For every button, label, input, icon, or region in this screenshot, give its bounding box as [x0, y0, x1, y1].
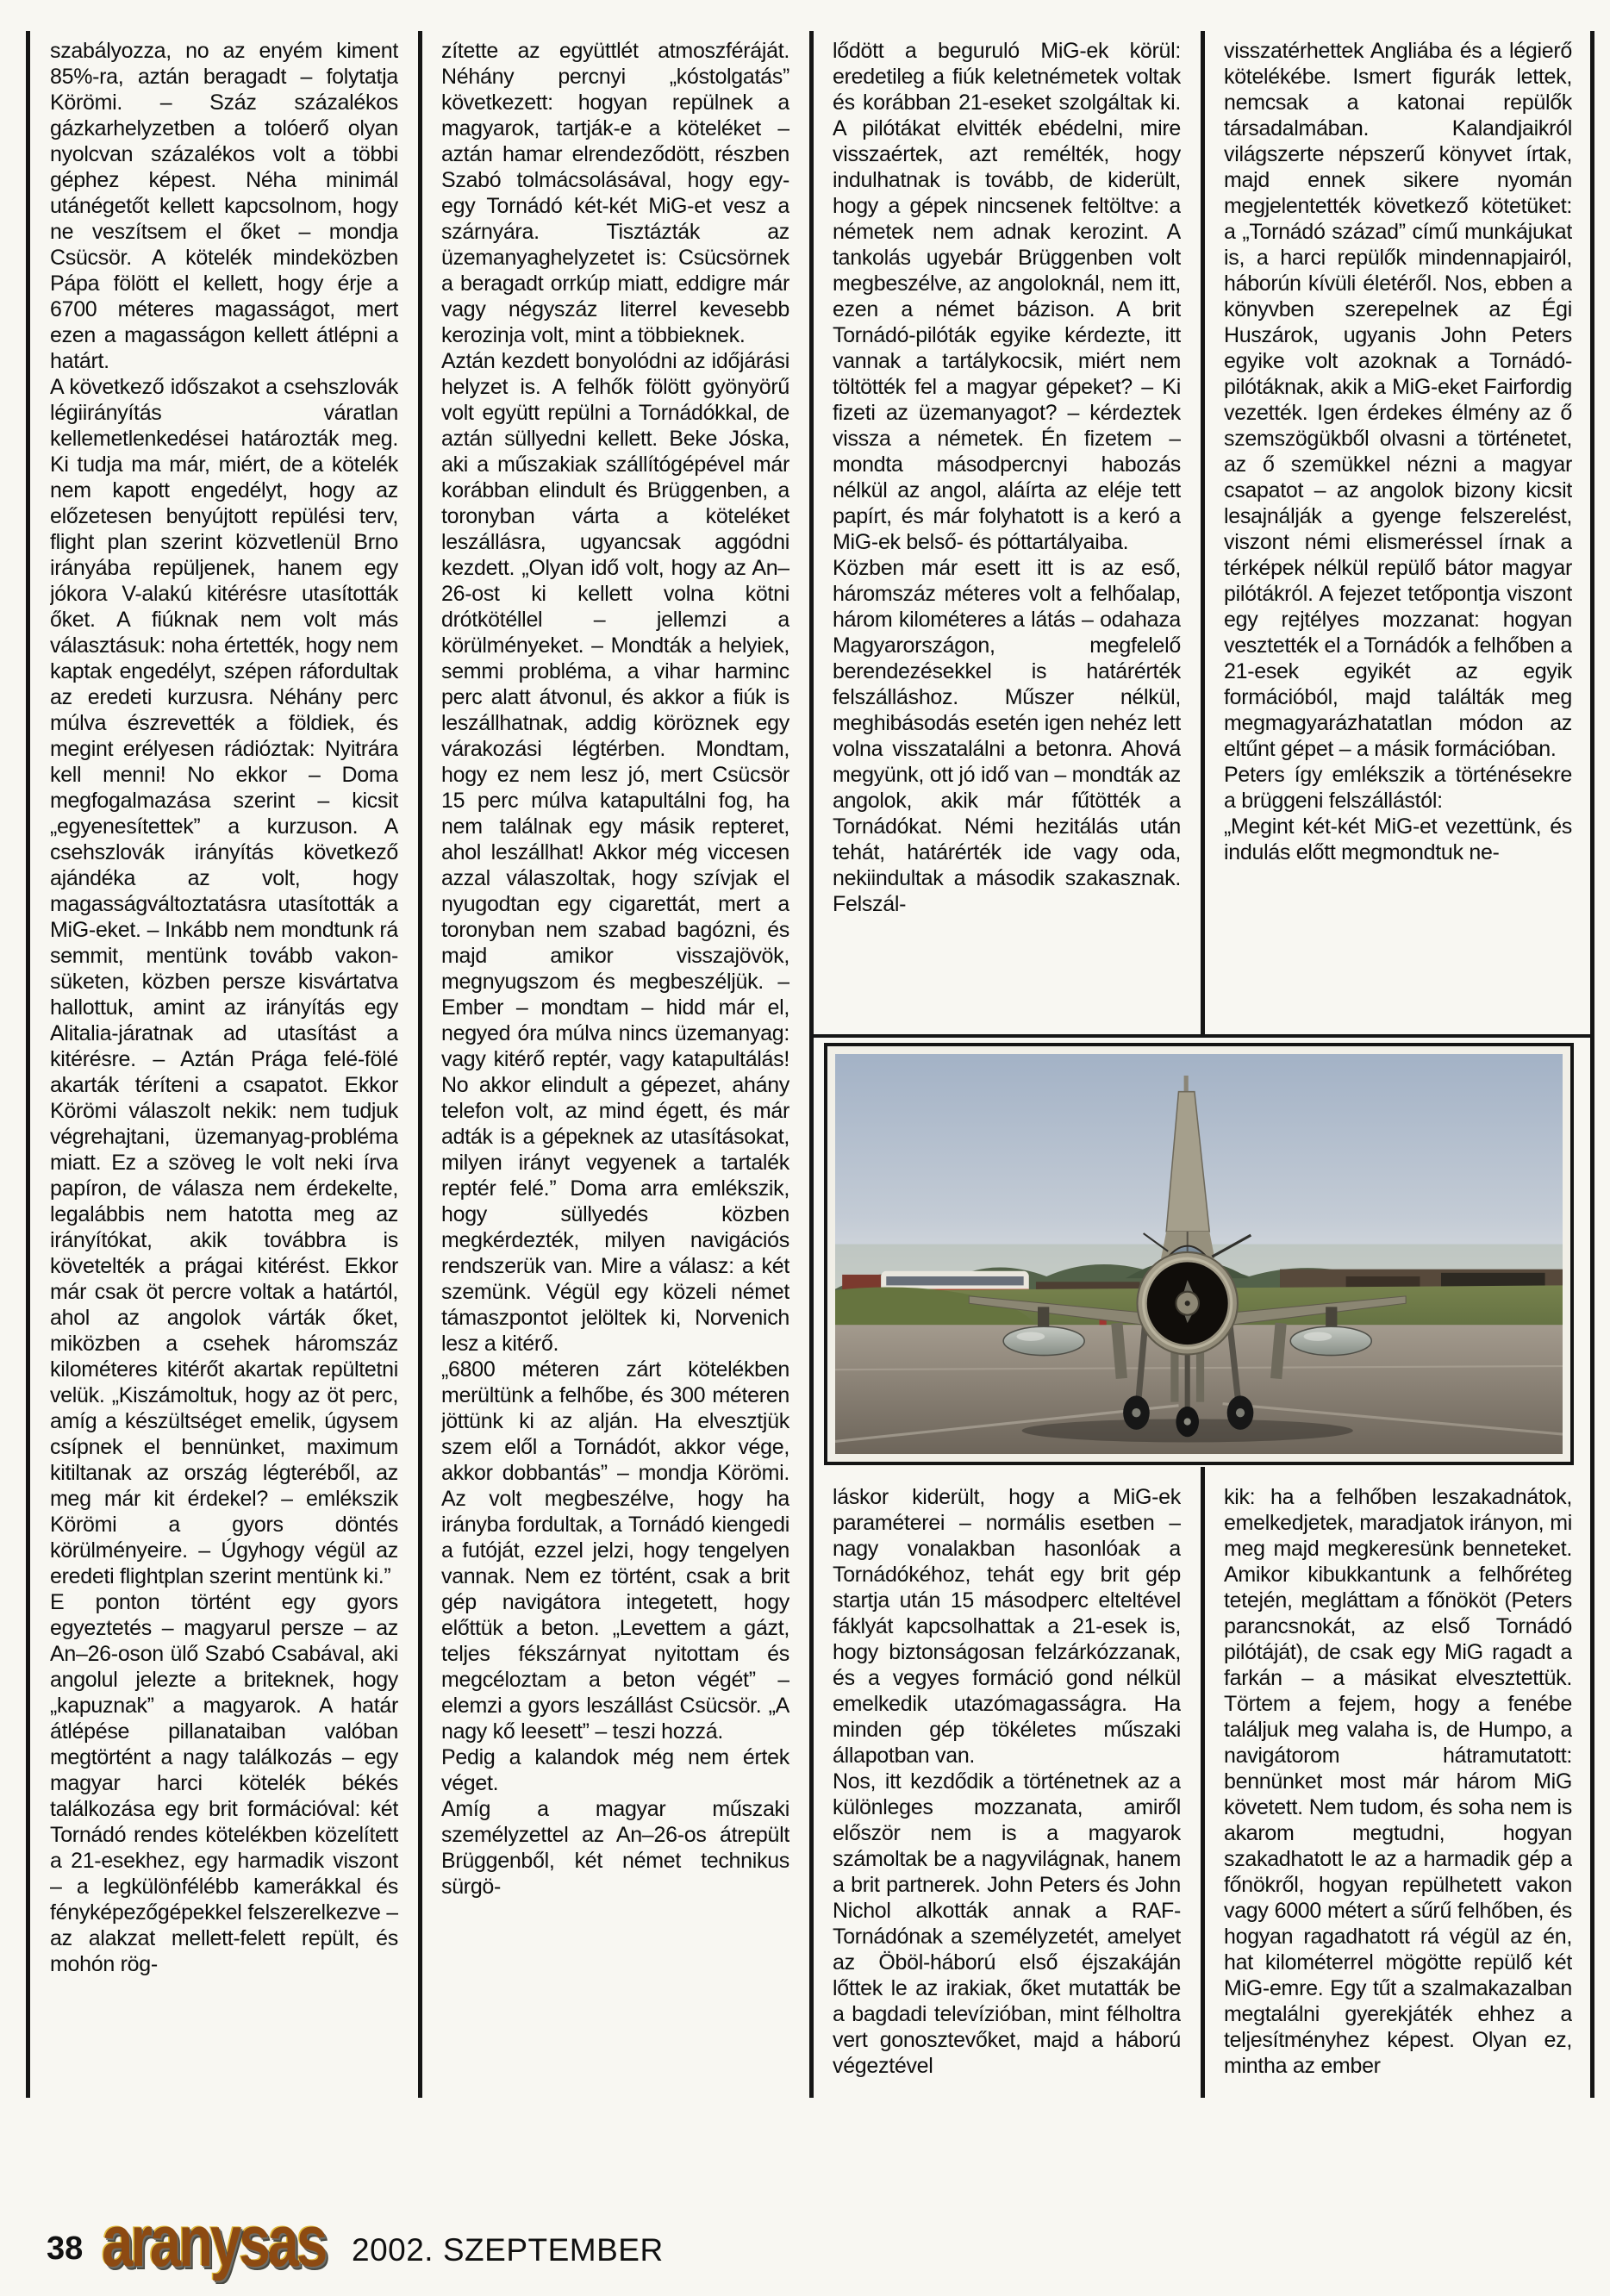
mig21-nose-gear-door-right [1196, 1351, 1204, 1401]
issue-date: 2002. SZEPTEMBER [352, 2232, 664, 2268]
page-number: 38 [47, 2230, 84, 2267]
body-text-paragraph: szabályozza, no az enyém kiment 85%-ra, aztán beragadt – folytatja Körömi. – Száz százalékos gázkarhelyzetben a tolóerő olyan nyolcvan százalékos volt a többi géphez képest. Néha minimál utánégetőt kellett kapcsolnom, hogy ne veszítsem el őket – mondja Csücsör. A kötelék mindeközben Pápa fölött el kellett, hogy érje a 6700 méteres magasságot, mert ezen a magasságon kellett átlépni a határt. [50, 39, 398, 373]
body-text-paragraph: Pedig a kalandok még nem értek véget. [441, 1745, 789, 1795]
photo-section-divider [809, 1034, 1594, 1038]
article-photo-mig21 [824, 1043, 1574, 1465]
text-column-2 [441, 38, 789, 2099]
body-text-paragraph: Közben már esett itt is az eső, háromszáz méteres volt a felhőalap, három kilométeres a látás – odahaza Magyarországon, megfelelő berendezésekkel is határérték felszálláshoz. Műszer nélkül, meghibásodás esetén igen nehéz lett volna visszatalálni a betonra. Ahová megyünk, ott jó idő van – mondták az angolok, akik már fűtötték a Tornádókat. Némi hezitálás után tehát, határérték ide vagy oda, nekiindultak a második szakasznak. Felszál- [833, 556, 1181, 916]
mig21-left-wheel-hub [1132, 1408, 1140, 1417]
body-text-paragraph: lődött a beguruló MiG-ek körül: eredetileg a fiúk keletnémetek voltak és korábban 21-eseket szolgáltak ki. A pilótákat elvitték ebédelni, mire visszaértek, azt remélték, hogy indulhatnak is tovább, de kiderült, hogy a gépek nincsenek feltöltve: a németek nem adnak kerozint. A tankolás ugyebár Brüggenben volt megbeszélve, az angoloknál, nem itt, ezen a német bázison. A brit Tornádó-pilóták egyike kérdezte, itt vannak a tartálykocsik, miért nem töltötték fel a magyar gépeket? – Ki fizeti az üzemanyagot? – kérdeztek vissza a németek. Én fizetem – mondta másodpercnyi habozás nélkül az angol, aláírta az eléje tett papírt, és már folyhatott is a keró a MiG-ek belső- és póttartályaiba. [833, 39, 1181, 554]
mig21-photo-illustration [835, 1054, 1563, 1454]
mig21-left-tank-glint [1016, 1332, 1045, 1341]
body-text-paragraph: Amíg a magyar műszaki személyzettel az An–26-os átrepült Brüggenből, két német technikus sürgö- [441, 1797, 789, 1899]
column-rule-3-4-bottom [1201, 1467, 1205, 2098]
page-left-rule [26, 31, 30, 2098]
mig21-nose-gear-door-left [1170, 1351, 1178, 1401]
mig21-right-drop-tank [1290, 1326, 1371, 1355]
column-rule-2-3 [809, 31, 814, 2098]
page-right-rule [1590, 31, 1594, 2098]
body-text-paragraph: „Megint két-két MiG-et vezettünk, és indulás előtt megmondtuk ne- [1224, 814, 1572, 864]
body-text-paragraph: Peters így emlékszik a történésekre a brüggeni felszállástól: [1224, 763, 1572, 813]
body-text-paragraph: „6800 méteren zárt kötelékben merültünk a felhőbe, és 300 méteren jöttünk ki az alján. Ha elvesztjük szem elől a Tornádót, akkor vége, akkor dobbantás” – mondja Körömi. Az volt megbeszélve, hogy ha irányba fordultak, a Tornádó kiengedi a futóját, ezzel jelzi, hogy tengelyen vannak. Nem ez történt, csak a brit gép navigátora integetett, hogy előttük a beton. „Levettem a gázt, teljes fékszárnyat nyitottam és megcéloztam a beton végét” – elemzi a gyors leszállást Csücsör. „A nagy kő leesett” – teszi hozzá. [441, 1357, 789, 1744]
mig21-left-drop-tank [1003, 1326, 1084, 1355]
text-column-4-lower [1224, 1484, 1572, 2089]
text-column-3-upper [833, 38, 1181, 1031]
text-column-4-upper [1224, 38, 1572, 1031]
text-column-3-lower [833, 1484, 1181, 2089]
mig21-right-pylon [1326, 1307, 1337, 1326]
mig21-shock-cone-tip [1185, 1301, 1190, 1306]
body-text-paragraph: zítette az együttlét atmoszféráját. Néhány percnyi „kóstolgatás” következett: hogyan repülnek a magyarok, tartják-e a köteléket – aztán hamar elrendeződött, részben Szabó tolmácsolásával, hogy egy-egy Tornádó két-két MiG-et vesz a szárnyára. Tisztázták az üzemanyaghelyzetet is: Csücsörnek a beragadt orrkúp miatt, eddigre már vagy négyszáz literrel kevesebb kerozinja volt, mint a többieknek. [441, 39, 789, 347]
mig21-right-tank-glint [1304, 1332, 1332, 1341]
body-text-paragraph: visszatérhettek Angliába és a légierő kötelékébe. Ismert figurák lettek, nemcsak a katonai repülők társadalmában. Kalandjaikról világszerte népszerű könyvet írtak, majd ennek sikere nyomán megjelentették következő kötetüket: a „Tornádó század” című munkájukat is, a harci repülők mindennapjairól, háborún kívüli életéről. Nos, ebben a könyvben szerepelnek az Égi Huszárok, ugyanis John Peters egyike volt azoknak a Tornádó-pilótáknak, akik a MiG-eket Fairfordig vezették. Igen érdekes élmény az ő szemszögükből olvasni a történetet, az ő szemükkel nézni a magyar csapatot – az angolok bizony kicsit lesajnálják a gyenge felszerelést, viszont némi elismeréssel írnak a térképek nélkül repülő bátor magyar pilótákról. A fejezet tetőpontja viszont egy rejtélyes mozzanat: hogyan vesztették el a Tornádók a felhőben a 21-esek egyikét az egyik formációból, majd találták meg megmagyarázhatatlan módon az eltűnt gépet – a másik formációban. [1224, 39, 1572, 761]
magazine-logo: aranysas [102, 2200, 326, 2281]
body-text-paragraph: Nos, itt kezdődik a történetnek az a különleges mozzanata, amiről először nem is a magyarok számoltak be a nagyvilágnak, hanem a brit partnerek. John Peters és John Nichol alkották annak a RAF-Tornádónak a személyzetét, amelyet az Öböl-háború első éjszakáján lőttek le az irakiak, őket mutatták be a bagdadi televízióban, mint félholtra vert gonosztevőket, majd a háború végeztével [833, 1769, 1181, 2078]
text-column-1 [50, 38, 398, 2099]
body-text-paragraph: kik: ha a felhőben leszakadnátok, emelkedjetek, maradjatok irányon, mi meg majd megkeresünk benneteket. Amikor kibukkantunk a felhőréteg tetején, megláttam a főnököt (Peters parancsnokát, az első Tornádó pilótáját), de csak egy MiG ragadt a farkán – a másikat elvesztettük. Törtem a fejem, hogy a fenébe találjuk meg valaha is, de Humpo, a navigátorom hátramutatott: bennünket most már három MiG követett. Nem tudom, és soha nem is akarom megtudni, hogyan szakadhatott le az a harmadik gép a főnökről, hogyan repülhetett vakon vagy 6000 métert a sűrű felhőben, és hogyan ragadhatott rá végül az én, hat kilométerrel mögötte repülő két MiG-emre. Egy tűt a szalmakazalban megtalálni gyerekjáték ehhez a teljesítményhez képest. Olyan ez, mintha az ember [1224, 1485, 1572, 2078]
photo-bus-windows [886, 1276, 1023, 1285]
body-text-paragraph: A következő időszakot a csehszlovák légiirányítás váratlan kellemetlenkedései határozták meg. Ki tudja ma már, miért, de a kötelék nem kapott engedélyt, hogy az előzetesen benyújtott repülési terv, flight plan szerint közvetlenül Brno irányába repüljenek, hanem egy jókora V-alakú kitérésre utasították őket. A fiúknak nem volt más választásuk: noha értették, hogy nem kaptak engedélyt, szépen ráfordultak az eredeti kurzusra. Néhány perc múlva észrevették a földiek, és megint erélyesen rádióztak: Nyitrára kell menni! No ekkor – Doma megfogalmazása szerint – kicsit „egyenesítettek” a kurzuson. A csehszlovák irányítás következő ajándéka az volt, hogy magasságváltoztatásra utasították a MiG-eket. – Inkább nem mondtunk rá semmit, mentünk tovább vakon-süketen, közben persze kisvártatva hallottuk, amint az irányítás egy Alitalia-járatnak ad utasítást a kitérésre. – Aztán Prága felé-fölé akarták téríteni a csapatot. Ekkor Körömi válaszolt nekik: nem tudjuk végrehajtani, üzemanyag-probléma miatt. Ez a szöveg le volt neki írva papíron, de válasza nem érdekelte, legalábbis nem hatotta meg az irányítókat, akik továbbra is követelték a prágai kitérést. Ekkor már csak öt percre voltak a határtól, ahol az angolok várták őket, miközben a csehek háromszáz kilométeres kitérőt akartak repültetni velük. „Kiszámoltuk, hogy az öt perc, amíg a készültséget emelik, úgysem csípnek el bennünket, maximum kitiltanak az ország légteréből, az meg már kit érdekel? – emlékszik Körömi a gyors döntés körülményeire. – Úgyhogy végül az eredeti flightplan szerint mentünk ki.” [50, 375, 398, 1588]
body-text-paragraph: Aztán kezdett bonyolódni az időjárási helyzet is. A felhők fölött gyönyörű volt együtt repülni a Tornádókkal, de aztán süllyedni kellett. Beke Jóska, aki a műszakiak szállítógépével már korábban elindult és Brüggenben, a toronyban várta a köteléket leszállásra, ugyancsak aggódni kezdett. „Olyan idő volt, hogy az An–26-ost ki kellett volna kötni drótkötéllel – jellemzi a körülményeket. – Mondták a helyiek, semmi probléma, a vihar harminc perc alatt átvonul, és akkor a fiúk is leszállhatnak, addig köröznek egy várakozási légtérben. Mondtam, hogy ez nem lesz jó, mert Csücsör 15 perc múlva katapultálni fog, ha nem találnak egy másik repteret, ahol leszállhat! Akkor még viccesen azzal válaszoltak, hogy szívjak el nyugodtan egy cigarettát, mert a toronyban nem szabad bagózni, és majd amikor visszajövök, megnyugszom és megbeszéljük. – Ember – mondtam – hidd már el, negyed óra múlva nincs üzemanyag: vagy kitérő reptér, vagy katapultálás! No akkor elindult a gépezet, ahány telefon volt, az mind égett, és már adták is a gépeknek az utasításokat, milyen irányt vegyenek a tartalék reptér felé.” Doma arra emlékszik, hogy süllyedés közben megkérdezték, milyen navigációs rendszerük van. Mire a válasz: a két szemünk. Végül egy közeli német támaszpontot jelöltek ki, Norvenich lesz a kitérő. [441, 349, 789, 1356]
body-text-paragraph: láskor kiderült, hogy a MiG-ek paraméterei – normális esetben – nagy vonalakban hasonlóak a Tornádókéhoz, tehát egy brit gép startja után 15 másodperc elteltével fáklyát kapcsolhattak a 21-esek is, hogy biztonságosan felzárkózzanak, és a vegyes formáció gond nélkül emelkedik utazómagasságra. Ha minden gép tökéletes műszaki állapotban van. [833, 1485, 1181, 1768]
mig21-left-pylon [1038, 1307, 1049, 1326]
body-text-paragraph: E ponton történt egy gyors egyeztetés – magyarul persze – az An–26-oson ülő Szabó Csabával, aki angolul jelezte a briteknek, hogy „kapuznak” a magyarok. A határ átlépése pillanataiban valóban megtörtént a nagy találkozás – egy magyar harci kötelék békés találkozása egy brit formációval: két Tornádó rendes kötelékben közelített a 21-esekhez, egy harmadik viszont – a legkülönfélébb kamerákkal és fényképezőgépekkel felszerelkezve – az alakzat mellett-felett repült, és mohón rög- [50, 1590, 398, 1976]
mig21-nose-wheel-hub [1184, 1418, 1191, 1425]
mig21-fin-tip-antenna [1184, 1076, 1189, 1094]
column-rule-1-2 [418, 31, 422, 2098]
column-rule-3-4-top [1201, 31, 1205, 1036]
mig21-right-wheel-hub [1236, 1408, 1245, 1417]
